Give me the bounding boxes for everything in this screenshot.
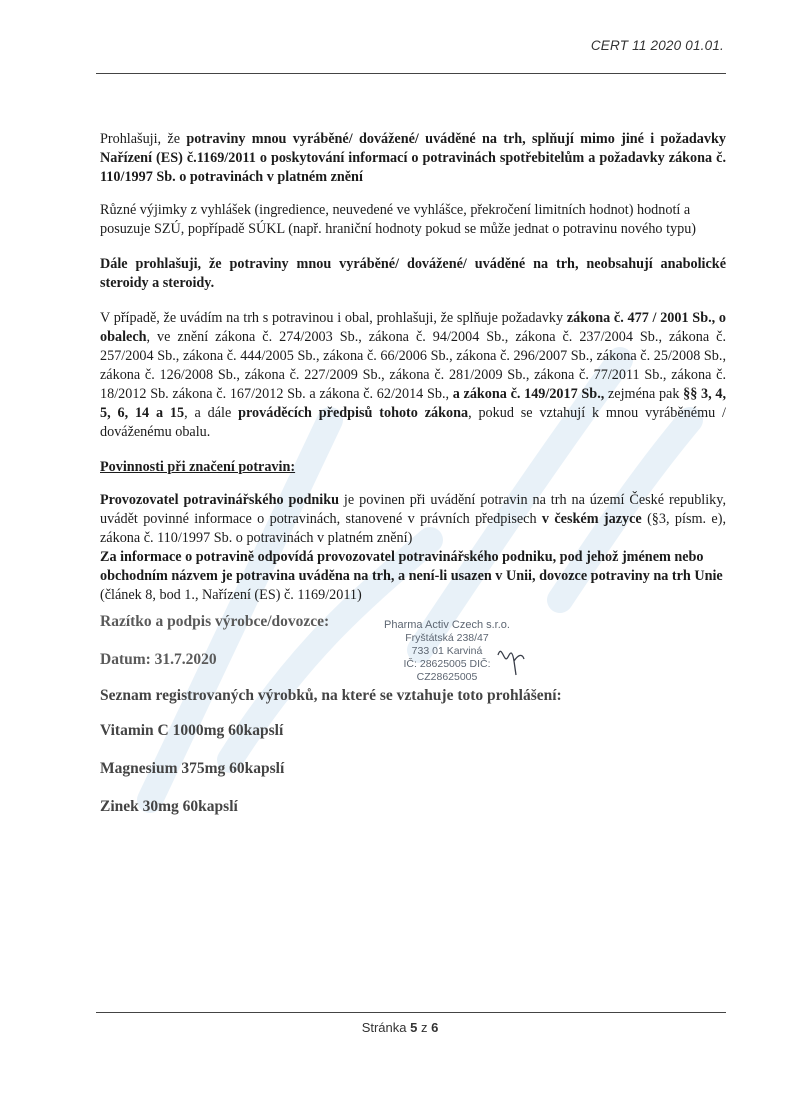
p4-text-a: V případě, že uvádím na trh s potravinou i obal, prohlašuji, že splňuje požadavky	[100, 310, 567, 326]
header-divider	[96, 73, 726, 74]
p4-text-e: zejména pak	[604, 386, 684, 402]
p4-text-c: , ve znění zákona č. 274/2003 Sb., zákona č. 94/2004 Sb., zákona č. 237/2004 Sb., zákona č. 257/2004 Sb., zákona č. 444/2005 Sb., zákona č. 66/2006 Sb., zákona č. 296/2007 Sb., zákona č. 25/2008 Sb., zákona č. 126/2008 Sb., zákona č. 227/2009 Sb., zákona č. 281/2009 Sb., zákona č. 77/2011 Sb., zákona č. 18/2012 Sb. zákona č. 167/2012 Sb. a zákona č. 62/2014 Sb.,	[100, 329, 726, 402]
p5-text-d: (§3, písm. e), zákona č. 110/1997 Sb. o potravinách v platném znění)	[100, 511, 726, 546]
stamp-ids: IČ: 28625005 DIČ: CZ28625005	[403, 658, 491, 683]
declaration-paragraph-2: Různé výjimky z vyhlášek (ingredience, neuvedené ve vyhlášce, překročení limitních hodnot) hodnotí a posuzuje SZÚ, popřípadě SÚKL (např. hraniční hodnoty pokud se může jednat o potravinu nového typu)	[100, 202, 697, 237]
stamp-city: 733 01 Karviná	[411, 645, 483, 657]
page-number	[0, 1020, 800, 1035]
p4-bold-h: prováděcích předpisů tohoto zákona	[238, 405, 469, 421]
p4-bold-b: zákona č. 477 / 2001 Sb., o obalech	[100, 310, 726, 345]
page-total: 6	[431, 1020, 439, 1035]
p4-text-i: , pokud se vztahují k mnou vyráběnému / dováženému obalu.	[100, 405, 726, 440]
stamp-company-name: Pharma Activ Czech s.r.o.	[384, 619, 510, 631]
declaration-paragraph-3	[100, 255, 726, 293]
certificate-code: CERT 11 2020 01.01.	[590, 38, 724, 53]
declaration-body	[100, 130, 726, 605]
product-list-title: Seznam registrovaných výrobků, na které se vztahuje toto prohlášení:	[100, 687, 562, 704]
declaration-paragraph-1	[100, 130, 726, 187]
product-item: Magnesium 375mg 60kapslí	[100, 760, 285, 777]
p4-bold-f: §§ 3, 4, 5, 6, 14 a 15	[100, 386, 727, 421]
page-prefix: Stránka	[361, 1020, 411, 1035]
labeling-paragraph-2	[100, 548, 726, 605]
p5-bold-a: Provozovatel potravinářského podniku	[100, 492, 339, 508]
labeling-heading: Povinnosti při značení potravin:	[100, 459, 296, 475]
p1-text: Prohlašuji, že	[100, 131, 187, 147]
declaration-paragraph-4	[100, 309, 726, 442]
stamp-street: Fryštátská 238/47	[405, 632, 489, 644]
p5-bold-c: v českém jazyce	[541, 511, 642, 527]
p4-bold-d: a zákona č. 149/2017 Sb.,	[452, 386, 605, 402]
product-list-block	[100, 687, 726, 815]
footer-divider	[96, 1012, 726, 1013]
product-item: Vitamin C 1000mg 60kapslí	[100, 722, 284, 739]
p4-text-g: , a dále	[184, 405, 239, 421]
product-item: Zinek 30mg 60kapslí	[100, 798, 238, 815]
stamp-signature-label: Razítko a podpis výrobce/dovozce:	[100, 613, 330, 630]
page-current: 5	[410, 1020, 418, 1035]
labeling-paragraph-1	[100, 491, 726, 548]
p3-bold-text: Dále prohlašuji, že potraviny mnou vyráběné/ dovážené/ uváděné na trh, neobsahují anabolické steroidy a steroidy.	[100, 256, 726, 291]
p5-text-b: je povinen při uvádění potravin na trh na území České republiky, uvádět povinné informace o potravinách, stanovené v právních předpisech	[100, 492, 726, 527]
p6-bold-a: Za informace o potravině odpovídá provozovatel potravinářského podniku, pod jehož jménem nebo obchodním názvem je potravina uváděna na trh, a není-li usazen v Unii, dovozce potraviny na trh Unie	[100, 549, 723, 584]
date-label: Datum: 31.7.2020	[100, 651, 217, 668]
handwritten-signature	[490, 635, 530, 685]
page-separator: z	[417, 1020, 432, 1035]
p1-bold-text: potraviny mnou vyráběné/ dovážené/ uváděné na trh, splňují mimo jiné i požadavky Nařízení (ES) č.1169/2011 o poskytování informací o potravinách spotřebitelům a požadavky zákona č. 110/1997 Sb. o potravinách v platném znění	[100, 131, 726, 185]
p6-text-b: (článek 8, bod 1., Nařízení (ES) č. 1169/2011)	[100, 587, 362, 603]
